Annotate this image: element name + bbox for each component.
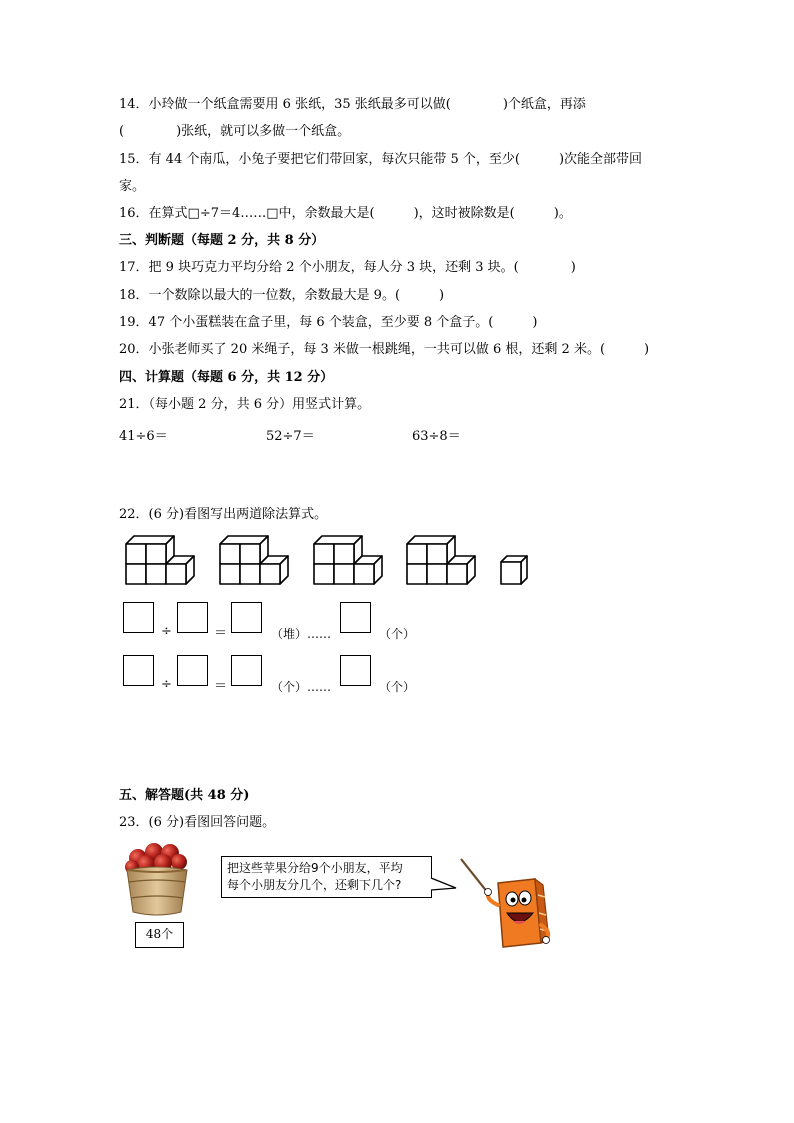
single-cube	[501, 556, 527, 584]
question-15-line-1: 15．有 44 个南瓜，小兔子要把它们带回家，每次只能带 5 个，至少( )次能全部带回	[119, 152, 643, 167]
apple-count-box: 48个	[135, 922, 184, 948]
equals-sign-2: ＝	[214, 679, 228, 694]
cube-piles-figure	[122, 532, 542, 590]
section-3-title: 三、判断题（每题 2 分，共 8 分）	[119, 233, 325, 248]
apple-basket-icon	[124, 838, 190, 918]
cube-pile-1	[126, 536, 194, 584]
unit-pile-label: （堆）……	[271, 627, 332, 641]
book-character-icon	[455, 855, 560, 950]
cube-pile-3	[314, 536, 382, 584]
answer-box-2d[interactable]	[340, 655, 371, 686]
question-18: 18．一个数除以最大的一位数，余数最大是 9。( )	[119, 288, 445, 303]
question-22: 22．(6 分)看图写出两道除法算式。	[119, 507, 328, 522]
answer-box-2a[interactable]	[123, 655, 154, 686]
divide-sign-2: ÷	[161, 677, 172, 692]
question-23: 23．(6 分)看图回答问题。	[119, 815, 276, 830]
divide-sign-1: ÷	[161, 624, 172, 639]
speech-bubble-tail	[428, 876, 458, 896]
bubble-line-2: 每个小朋友分几个，还剩下几个?	[227, 878, 402, 892]
question-14-line-1: 14．小玲做一个纸盒需要用 6 张纸，35 张纸最多可以做( )个纸盒，再添	[119, 97, 586, 112]
answer-box-1b[interactable]	[177, 602, 208, 633]
question-16: 16．在算式□÷7＝4……□中，余数最大是( )，这时被除数是( )。	[119, 206, 572, 221]
question-21: 21．（每小题 2 分，共 6 分）用竖式计算。	[119, 397, 371, 412]
question-17: 17．把 9 块巧克力平均分给 2 个小朋友，每人分 3 块，还剩 3 块。( )	[119, 260, 576, 275]
question-14-line-2: ( )张纸，就可以多做一个纸盒。	[119, 124, 351, 139]
answer-box-2c[interactable]	[231, 655, 262, 686]
expression-2: 52÷7＝	[266, 429, 315, 444]
answer-box-1d[interactable]	[340, 602, 371, 633]
question-19: 19．47 个小蛋糕装在盒子里，每 6 个装盒，至少要 8 个盒子。( )	[119, 315, 538, 330]
bubble-line-1: 把这些苹果分给9个小朋友，平均	[227, 861, 403, 875]
unit-piece-label-1: （个）	[379, 627, 416, 641]
answer-box-1c[interactable]	[231, 602, 262, 633]
speech-bubble	[221, 856, 432, 898]
question-15-line-2: 家。	[119, 179, 146, 194]
expression-1: 41÷6＝	[119, 429, 168, 444]
question-20: 20．小张老师买了 20 米绳子，每 3 米做一根跳绳，一共可以做 6 根，还剩 2 米。( )	[119, 342, 650, 357]
section-4-title: 四、计算题（每题 6 分，共 12 分）	[119, 370, 334, 385]
expression-3: 63÷8＝	[412, 429, 461, 444]
answer-box-2b[interactable]	[177, 655, 208, 686]
section-5-title: 五、解答题(共 48 分)	[119, 788, 250, 803]
cube-pile-4	[407, 536, 475, 584]
cube-pile-2	[220, 536, 288, 584]
unit-piece-label-3: （个）	[379, 680, 416, 694]
equals-sign-1: ＝	[214, 626, 228, 641]
answer-box-1a[interactable]	[123, 602, 154, 633]
unit-piece-label-2: （个）……	[271, 680, 332, 694]
